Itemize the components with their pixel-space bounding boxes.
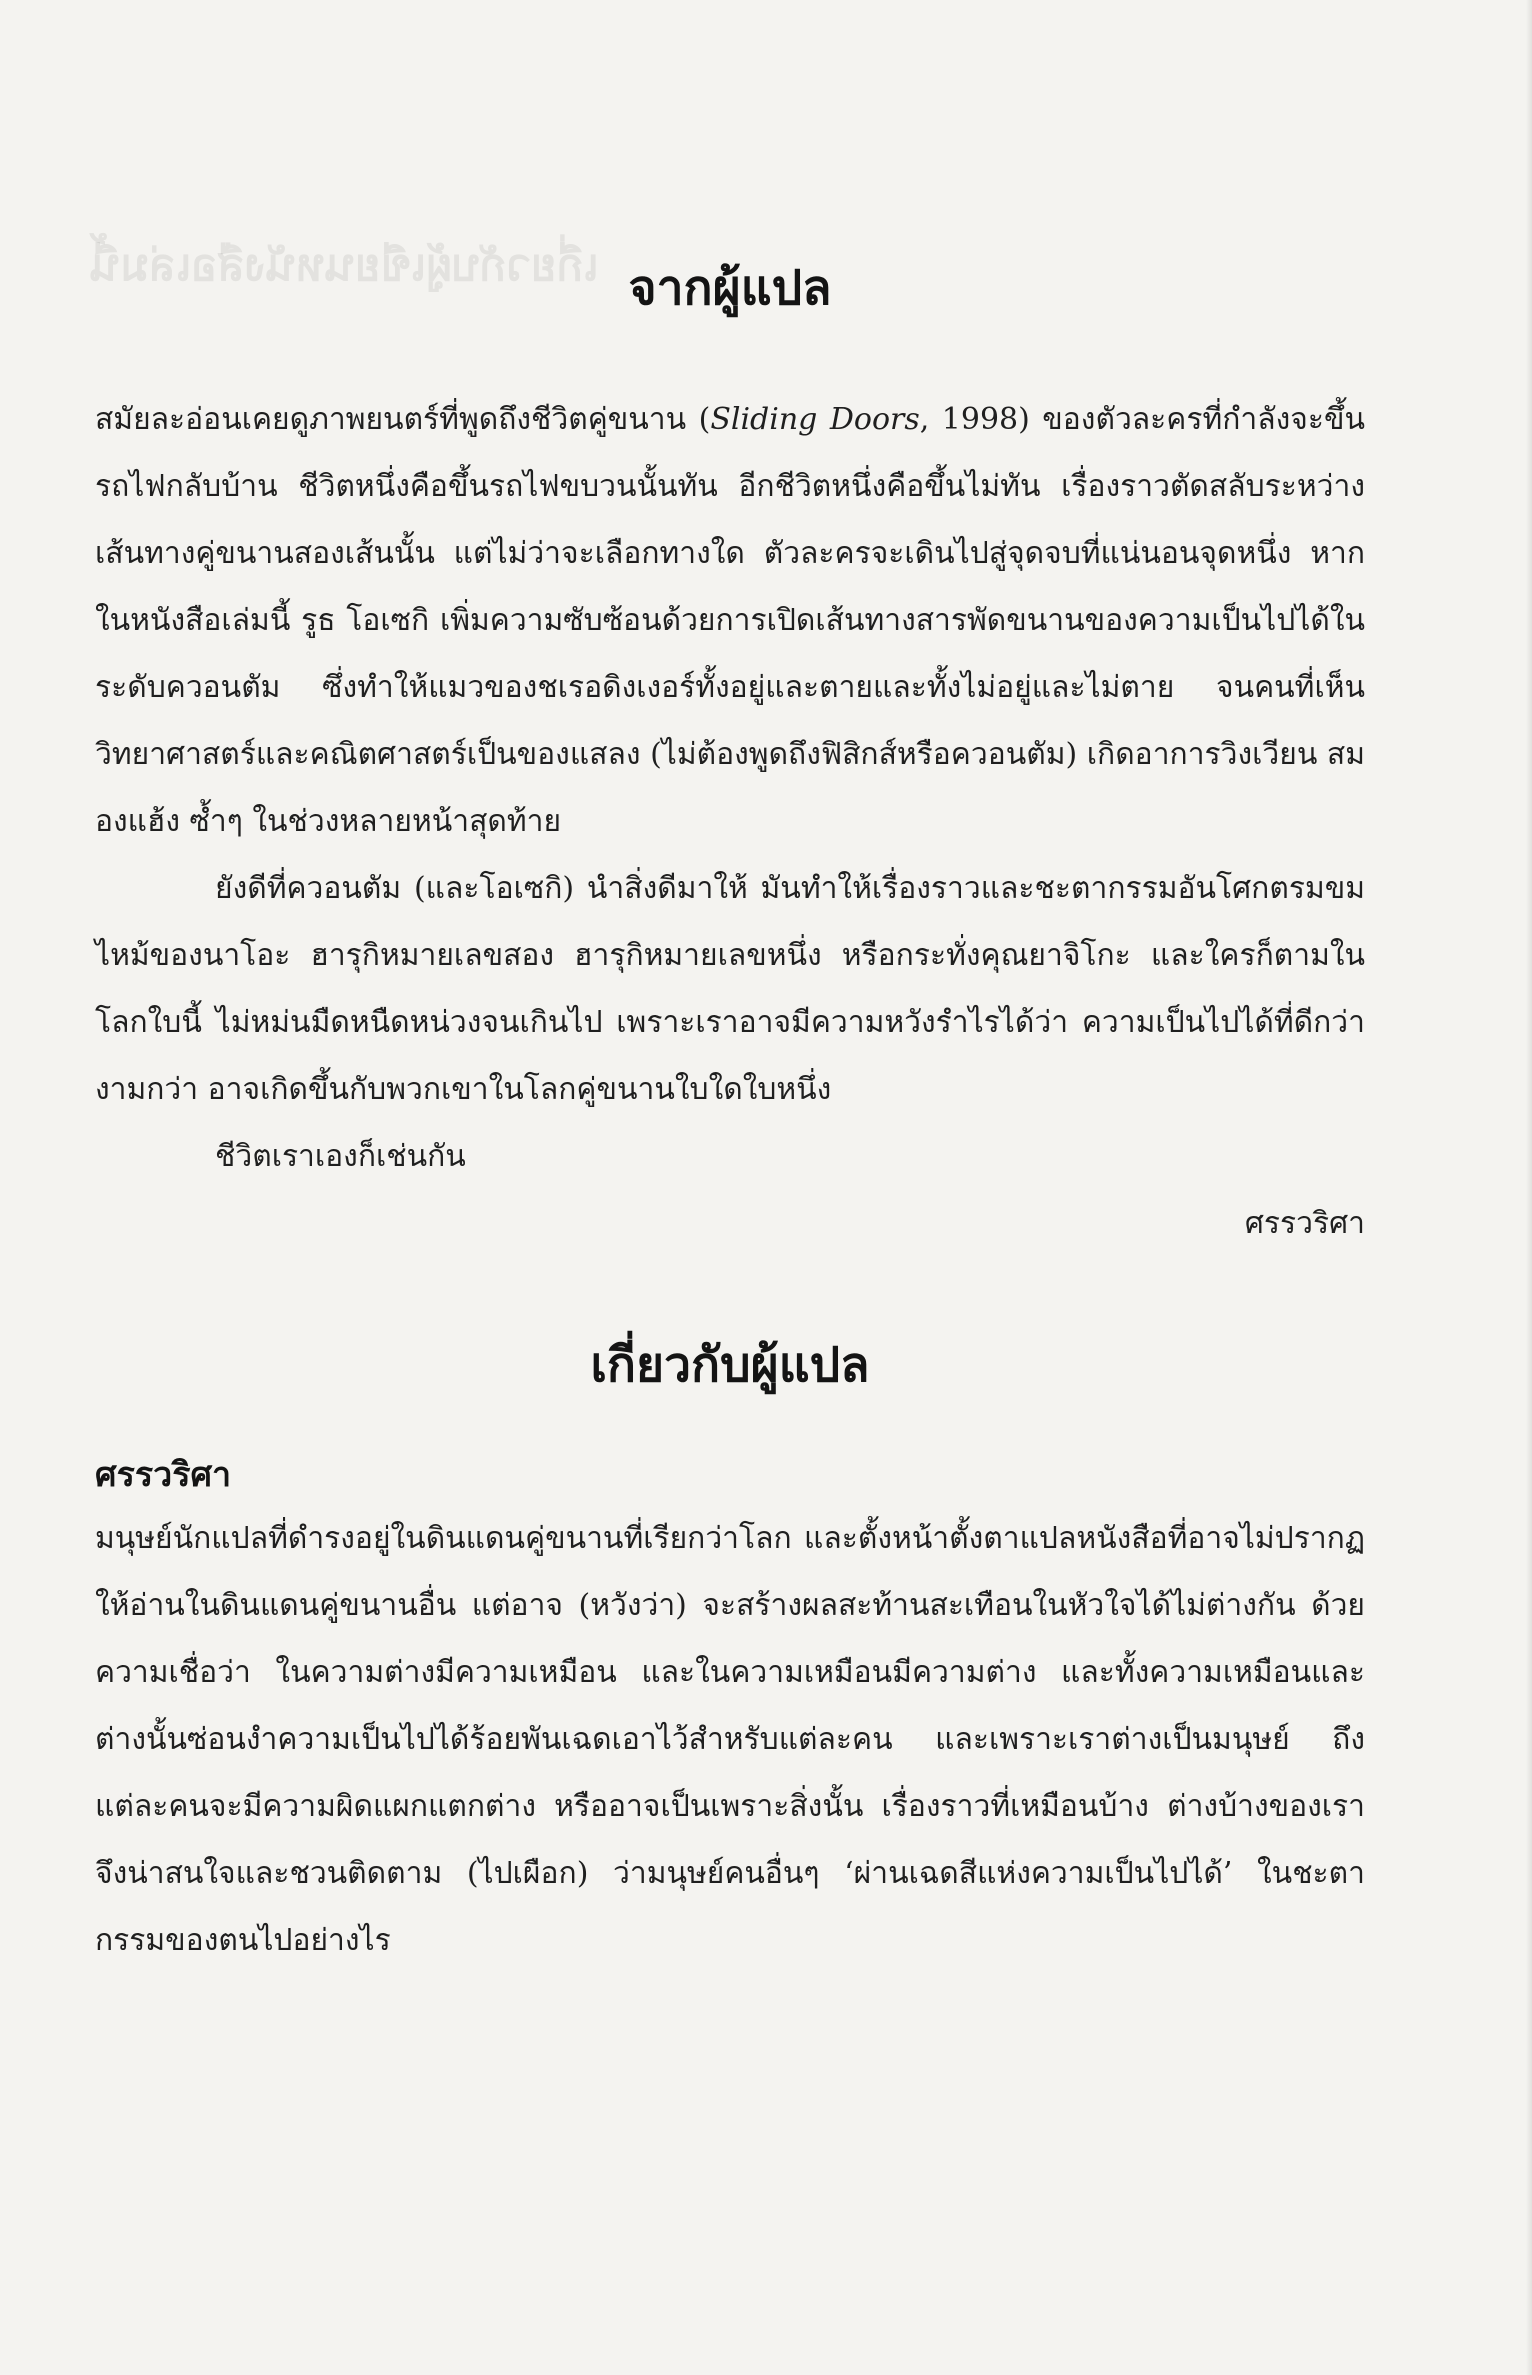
section-heading-from-translator: จากผู้แปล bbox=[628, 260, 832, 316]
bleed-through-text: เกี่ยวกับผู้เขียนหนังสือเล่มนี้ bbox=[90, 240, 599, 291]
translator-name: ศรรวริศา bbox=[95, 1455, 232, 1495]
paragraph-1 bbox=[95, 386, 1365, 855]
film-title: Sliding Doors bbox=[710, 402, 920, 437]
section-heading-about-translator: เกี่ยวกับผู้แปล bbox=[590, 1337, 870, 1393]
paragraph-1-rest: , 1998) ของตัวละครที่กำลังจะขึ้นรถไฟกลับบ้าน ชีวิตหนึ่งคือขึ้นรถไฟขบวนนั้นทัน อีกชีวิตหนึ่งคือขึ้นไม่ทัน เรื่องราวตัดสลับระหว่างเส้นทางคู่ขนานสองเส้นนั้น แต่ไม่ว่าจะเลือกทางใด ตัวละครจะเดินไปสู่จุดจบที่แน่นอนจุดหนึ่ง หากในหนังสือเล่มนี้ รูธ โอเซกิ เพิ่มความซับซ้อนด้วยการเปิดเส้นทางสารพัดขนานของความเป็นไปได้ในระดับควอนตัม ซึ่งทำให้แมวของชเรอดิงเงอร์ทั้งอยู่และตายและทั้งไม่อยู่และไม่ตาย จนคนที่เห็นวิทยาศาสตร์และคณิตศาสตร์เป็นของแสลง (ไม่ต้องพูดถึงฟิสิกส์หรือควอนตัม) เกิดอาการวิงเวียน สมองแฮ้ง ซ้ำๆ ในช่วงหลายหน้าสุดท้าย bbox=[95, 402, 1365, 839]
paragraph-3: ชีวิตเราเองก็เช่นกัน bbox=[215, 1139, 466, 1174]
page-edge-shadow bbox=[1526, 0, 1532, 2375]
paragraph-2: ยังดีที่ควอนตัม (และโอเซกิ) นำสิ่งดีมาให้ มันทำให้เรื่องราวและชะตากรรมอันโศกตรมขมไหม้ของนาโอะ ฮารุกิหมายเลขสอง ฮารุกิหมายเลขหนึ่ง หรือกระทั่งคุณยาจิโกะ และใครก็ตามในโลกใบนี้ ไม่หม่นมืดหนืดหน่วงจนเกินไป เพราะเราอาจมีความหวังรำไรได้ว่า ความเป็นไปได้ที่ดีกว่า งามกว่า อาจเกิดขึ้นกับพวกเขาในโลกคู่ขนานใบใดใบหนึ่ง bbox=[95, 871, 1365, 1107]
about-paragraph: มนุษย์นักแปลที่ดำรงอยู่ในดินแดนคู่ขนานที่เรียกว่าโลก และตั้งหน้าตั้งตาแปลหนังสือที่อาจไม่ปรากฏให้อ่านในดินแดนคู่ขนานอื่น แต่อาจ (หวังว่า) จะสร้างผลสะท้านสะเทือนในหัวใจได้ไม่ต่างกัน ด้วยความเชื่อว่า ในความต่างมีความเหมือน และในความเหมือนมีความต่าง และทั้งความเหมือนและต่างนั้นซ่อนงำความเป็นไปได้ร้อยพันเฉดเอาไว้สำหรับแต่ละคน และเพราะเราต่างเป็นมนุษย์ ถึงแต่ละคนจะมีความผิดแผกแตกต่าง หรืออาจเป็นเพราะสิ่งนั้น เรื่องราวที่เหมือนบ้าง ต่างบ้างของเราจึงน่าสนใจและชวนติดตาม (ไปเผือก) ว่ามนุษย์คนอื่นๆ ‘ผ่านเฉดสีแห่งความเป็นไปได้’ ในชะตากรรมของตนไปอย่างไร bbox=[95, 1521, 1365, 1958]
page-content bbox=[95, 250, 1365, 1974]
translator-signature: ศรรวริศา bbox=[1244, 1206, 1365, 1241]
paragraph-1-lead: สมัยละอ่อนเคยดูภาพยนตร์ที่พูดถึงชีวิตคู่ขนาน ( bbox=[95, 402, 711, 437]
